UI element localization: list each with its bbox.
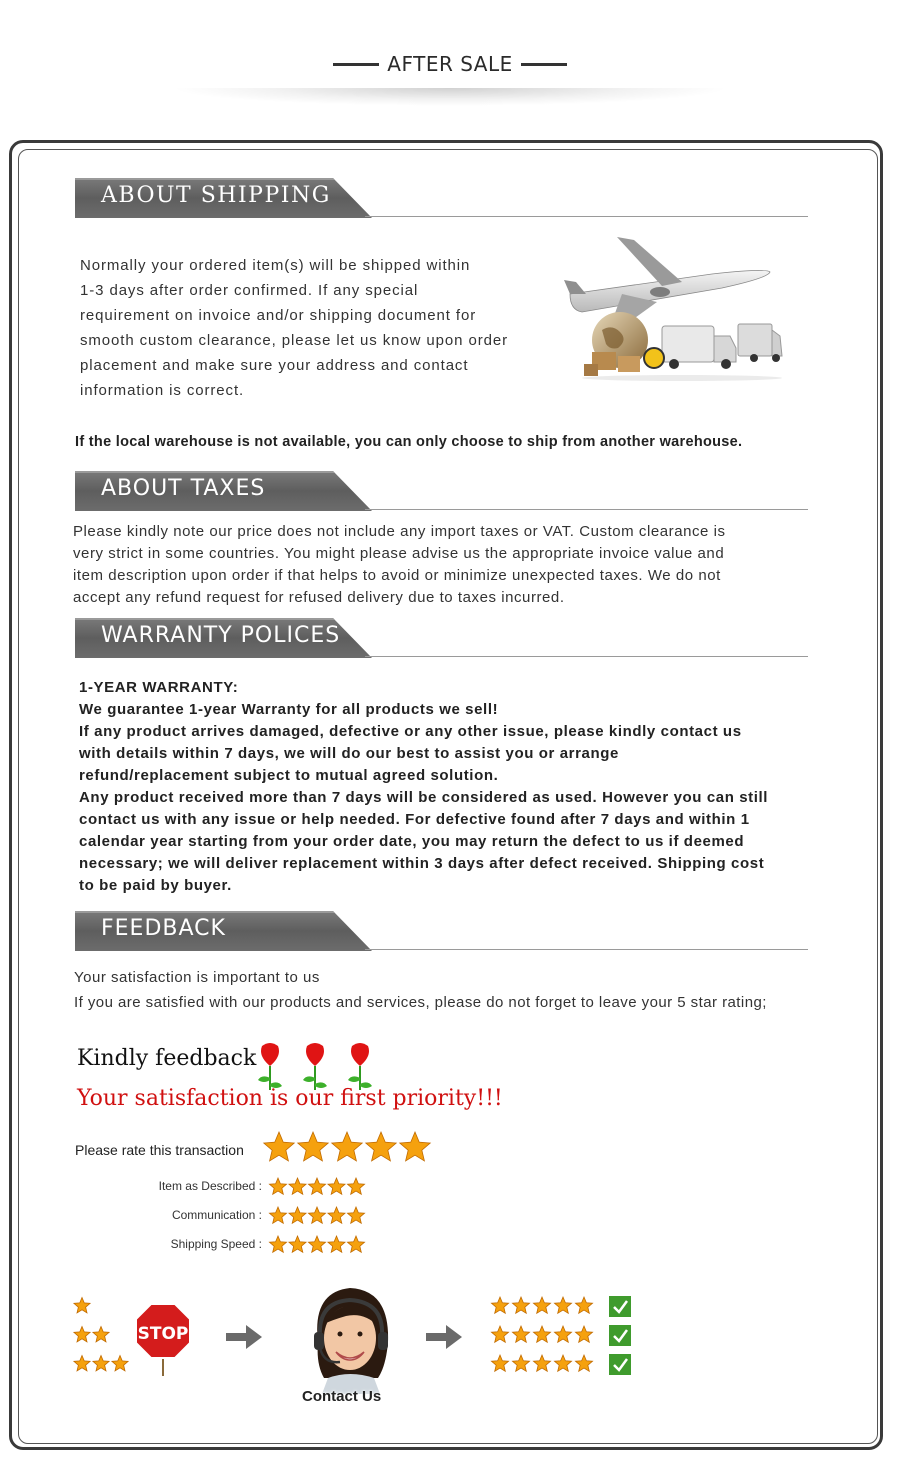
rating-stars-shipping [268,1235,368,1255]
shipping-line: information is correct. [80,382,245,399]
check-icon [609,1296,631,1317]
rating-stars-large [262,1130,432,1166]
section-header-feedback [75,911,810,951]
warranty-line: contact us with any issue or help needed. For defective found after 7 days and within 1 [79,811,750,828]
title-shadow [170,88,730,106]
section-rule [365,656,808,657]
taxes-text [73,521,726,609]
low-rating-stars [70,1294,140,1374]
star-icon [332,1132,362,1161]
section-rule [365,216,808,217]
star-icon [554,1326,571,1342]
warranty-line: If any product arrives damaged, defective or any other issue, please kindly contact us [79,723,742,740]
shipping-line: Normally your ordered item(s) will be shipped within [80,257,471,274]
star-icon [366,1132,396,1161]
contact-us-label: Contact Us [302,1388,382,1405]
section-header-warranty [75,618,810,658]
star-icon [269,1236,286,1252]
star-icon [328,1178,345,1194]
star-icon [554,1355,571,1371]
star-icon [512,1326,529,1342]
title-left-line [333,63,379,66]
star-icon [289,1236,306,1252]
star-icon [308,1207,325,1223]
star-icon [347,1236,364,1252]
warranty-line: Any product received more than 7 days will be considered as used. However you can still [79,789,769,806]
star-icon [289,1207,306,1223]
shipping-line: 1-3 days after order confirmed. If any special [80,282,419,299]
shipping-text [80,253,508,403]
rating-label-communication: Communication : [171,1208,262,1222]
warranty-line: with details within 7 days, we will do our best to assist you or arrange [79,745,619,762]
taxes-line: accept any refund request for refused delivery due to taxes incurred. [73,589,565,606]
star-icon [491,1355,508,1371]
rating-stars-item [268,1177,368,1197]
rating-label-item: Item as Described : [158,1179,262,1193]
arrow-right-icon [226,1325,262,1349]
star-icon [308,1236,325,1252]
priority-text: Your satisfaction is our first priority!!! [77,1086,503,1111]
warehouse-note: If the local warehouse is not available, you can only choose to ship from another warehouse. [75,434,743,450]
check-icon [609,1354,631,1375]
star-icon [264,1132,294,1161]
shipping-line: smooth custom clearance, please let us know upon order [80,332,508,349]
feedback-line-2: If you are satisfied with our products and services, please do not forget to leave your 5 star rating; [74,994,767,1011]
rating-stars-communication [268,1206,368,1226]
warranty-line: calendar year starting from your order date, you may return the defect to us if deemed [79,833,745,850]
five-star-checks [488,1294,638,1380]
title-right-line [521,63,567,66]
section-header-taxes [75,471,810,511]
section-title-feedback: FEEDBACK [101,916,226,941]
taxes-line: very strict in some countries. You might please advise us the appropriate invoice value and [73,545,725,562]
star-icon [533,1297,550,1313]
star-icon [575,1297,592,1313]
feedback-line-1: Your satisfaction is important to us [74,969,320,986]
star-icon [347,1207,364,1223]
shipping-line: requirement on invoice and/or shipping document for [80,307,477,324]
star-icon [74,1327,90,1342]
rate-transaction-label: Please rate this transaction [75,1142,244,1158]
warranty-text [79,677,768,897]
page-title-block [0,52,900,76]
star-icon [347,1178,364,1194]
star-icon [554,1297,571,1313]
star-icon [533,1355,550,1371]
star-icon [289,1178,306,1194]
arrow-right-icon [426,1325,462,1349]
shipping-line: placement and make sure your address and contact [80,357,469,374]
rating-label-shipping: Shipping Speed : [170,1237,262,1251]
cog-icon [644,348,664,368]
star-icon [512,1297,529,1313]
star-icon [74,1298,90,1313]
airplane-icon [564,237,770,320]
warranty-line: We guarantee 1-year Warranty for all products we sell! [79,701,499,718]
section-title-warranty: WARRANTY POLICES [101,623,341,648]
warranty-line: refund/replacement subject to mutual agreed solution. [79,767,499,784]
section-rule [365,949,808,950]
star-icon [533,1326,550,1342]
taxes-line: Please kindly note our price does not include any import taxes or VAT. Custom clearance is [73,523,726,540]
star-icon [93,1327,109,1342]
star-icon [491,1297,508,1313]
stop-sign-text: STOP [137,1324,189,1344]
star-icon [74,1356,90,1371]
section-title-shipping: ABOUT SHIPPING [101,183,331,208]
star-icon [512,1355,529,1371]
shipping-illustration [562,232,786,382]
section-title-taxes: ABOUT TAXES [101,476,266,501]
star-icon [269,1207,286,1223]
support-agent-avatar [298,1282,402,1394]
warranty-line: necessary; we will deliver replacement within 3 days after defect received. Shipping cost [79,855,765,872]
star-icon [93,1356,109,1371]
taxes-line: item description upon order if that helps to avoid or minimize unexpected taxes. We do not [73,567,721,584]
star-icon [328,1207,345,1223]
stop-sign-icon [134,1302,192,1378]
check-icon [609,1325,631,1346]
star-icon [298,1132,328,1161]
kindly-feedback-text: Kindly feedback [77,1046,257,1071]
page-title: AFTER SALE [387,52,513,76]
star-icon [575,1326,592,1342]
section-header-shipping [75,178,810,218]
star-icon [308,1178,325,1194]
star-icon [328,1236,345,1252]
warranty-line: 1-YEAR WARRANTY: [79,679,239,696]
star-icon [112,1356,128,1371]
star-icon [400,1132,430,1161]
star-icon [491,1326,508,1342]
star-icon [575,1355,592,1371]
truck-icon [662,324,782,369]
star-icon [269,1178,286,1194]
warranty-line: to be paid by buyer. [79,877,232,894]
section-rule [365,509,808,510]
